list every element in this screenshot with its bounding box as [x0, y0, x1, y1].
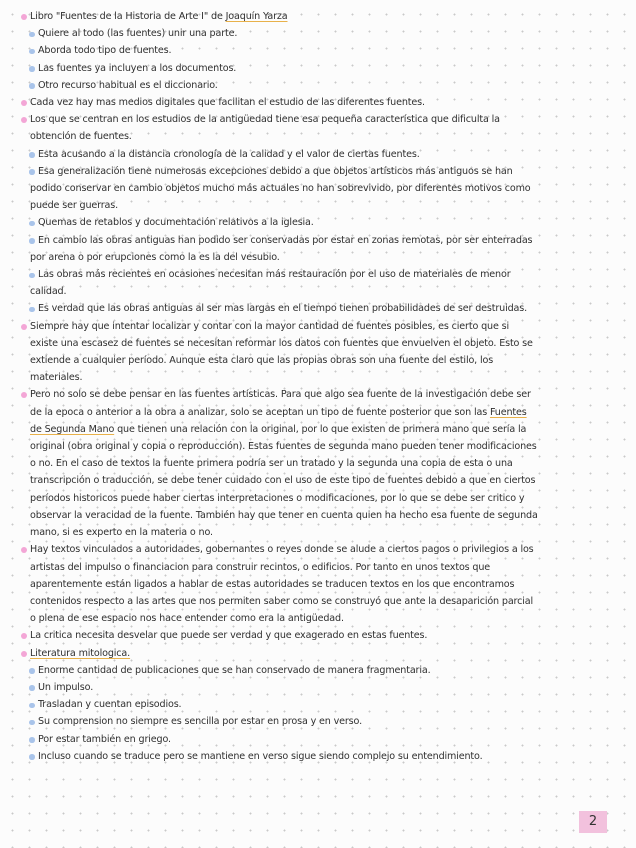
continuation-line: períodos historicos puede haber ciertas interpretaciones o modificaciones, por lo que se debe ser critico y [30, 492, 525, 504]
bullet-line: Pero no solo se debe pensar en las fuentes artísticas. Para que algo sea fuente de la investigación debe ser [0, 386, 636, 403]
continuation-line: materiales. [30, 372, 83, 384]
continuation-line: o plena de ese espacio nos hace entender como era la antigüedad. [30, 613, 344, 625]
blue-bullet-icon [29, 668, 35, 674]
continuation-line: obtención de fuentes. [30, 131, 132, 143]
blue-bullet-icon [29, 273, 35, 279]
highlighted-term: de Segunda Mano [30, 423, 115, 435]
continuation-line: de la epoca o anterior a la obra a analizar, solo se aceptan un tipo de fuente posterior que son las Fuentes [30, 406, 527, 418]
bullet-line: Cada vez hay mas medios digitales que facilitan el estudio de las diferentes fuentes. [0, 94, 636, 111]
notes-page [0, 8, 636, 765]
pink-bullet-icon [21, 547, 27, 553]
continuation-line: calidad. [30, 286, 67, 298]
sub-bullet-line: Es verdad que las obras antiguas al ser mas largas en el tiempo tienen probabilidades de ser destruidas. [0, 300, 636, 317]
pink-bullet-icon [21, 633, 27, 639]
blue-bullet-icon [29, 754, 35, 760]
continuation-line: transcripción o traducción, se debe tener cuidado con el uso de este tipo de fuentes debido a que en ciertos [30, 475, 536, 487]
pink-bullet-icon [21, 117, 27, 123]
continuation-line: extiende a cualquier período. Aunque esta claro que las propias obras son una fuente del estilo, los [30, 355, 494, 367]
blue-bullet-icon [29, 152, 35, 158]
sub-bullet-line: Su comprension no siempre es sencilla por estar en prosa y en verso. [0, 713, 636, 730]
bullet-line: Siempre hay que intentar localizar y contar con la mayor cantidad de fuentes posibles, es cierto que si [0, 318, 636, 335]
bullet-line: Los que se centran en los estudios de la antigüedad tiene esa pequeña característica que dificulta la [0, 111, 636, 128]
sub-bullet-line: Enorme cantidad de publicaciones que se han conservado de manera fragmentaria. [0, 662, 636, 679]
continuation-line: de Segunda Mano que tienen una relación con la original, por lo que existen de primera mano que sería la [30, 423, 527, 435]
blue-bullet-icon [29, 238, 35, 244]
continuation-line: podido conservar en cambio objetos mucho más actuales no han sobrevivido, por diferentes motivos como [30, 183, 531, 195]
sub-bullet-line: Esta acusando a la distancia cronología de la calidad y el valor de ciertas fuentes. [0, 146, 636, 163]
blue-bullet-icon [29, 32, 35, 38]
sub-bullet-line: Quiere al todo (las fuentes) unir una parte. [0, 25, 636, 42]
sub-bullet-line: Por estar también en griego. [0, 731, 636, 748]
author-name: Joaquín Yarza [225, 11, 288, 22]
blue-bullet-icon [29, 737, 35, 743]
highlighted-term: Fuentes [489, 406, 527, 418]
sub-bullet-line: Un impulso. [0, 679, 636, 696]
sub-bullet-line: Trasladan y cuentan episodios. [0, 696, 636, 713]
continuation-line: observar la veracidad de la fuente. También hay que tener en cuenta quien ha hecho esa fuente de segunda [30, 509, 538, 521]
continuation-line: artistas del impulso o financiacion para construir recintos, o edificios. Por tanto en unos textos que [30, 561, 491, 573]
sub-bullet-line: Aborda todo tipo de fuentes. [0, 42, 636, 59]
continuation-line: existe una escasez de fuentes se necesitan reformar los datos con fuentes que envuelven el objeto. Esto se [30, 337, 533, 349]
sub-bullet-line: Otro recurso habitual es el diccionario. [0, 77, 636, 94]
continuation-line: por arena o por erupciones como la es la del vesubio. [30, 251, 280, 263]
sub-bullet-line: Esa generalización tiene numerosas excepciones debido a que objetos artísticos más antiguos se han [0, 163, 636, 180]
pink-bullet-icon [21, 651, 27, 657]
sub-bullet-line: Quemas de retablos y documentación relativos a la iglesia. [0, 214, 636, 231]
continuation-line: o no. En el caso de textos la fuente primera podría ser un tratado y la segunda una copia de esta o una [30, 458, 513, 470]
blue-bullet-icon [29, 66, 35, 72]
blue-bullet-icon [29, 221, 35, 227]
sub-bullet-line: En cambio las obras antiguas han podido ser conservadas por estar en zonas remotas, por ser enterradas [0, 232, 636, 249]
pink-bullet-icon [21, 14, 27, 20]
pink-bullet-icon [21, 392, 27, 398]
blue-bullet-icon [29, 685, 35, 691]
continuation-line: contenidos respecto a las artes que nos permiten saber como se construyó que ante la desaparición parcial [30, 595, 534, 607]
bullet-line: Libro "Fuentes de la Historia de Arte I" de Joaquín Yarza [0, 8, 636, 25]
sub-bullet-line: Las obras más recientes en ocasiones necesitan más restauración por el uso de materiales de menor [0, 266, 636, 283]
blue-bullet-icon [29, 720, 35, 726]
blue-bullet-icon [29, 703, 35, 709]
continuation-line: aparentemente están ligados a hablar de estas autoridades se traducen textos en los que encontramos [30, 578, 515, 590]
section-heading: Literatura mitologica. [30, 647, 131, 659]
blue-bullet-icon [29, 83, 35, 89]
continuation-line: puede ser guerras. [30, 200, 119, 212]
sub-bullet-line: Incluso cuando se traduce pero se mantiene en verso sigue siendo complejo su entendimiento. [0, 748, 636, 765]
sub-bullet-line: Las fuentes ya incluyen a los documentos. [0, 60, 636, 77]
bullet-line: La critica necesita desvelar que puede ser verdad y que exagerado en estas fuentes. [0, 627, 636, 644]
blue-bullet-icon [29, 307, 35, 313]
continuation-line: original (obra original y copia o reproducción). Estas fuentes de segunda mano pueden tener modificaciones [30, 441, 537, 453]
blue-bullet-icon [29, 169, 35, 175]
pink-bullet-icon [21, 324, 27, 330]
blue-bullet-icon [29, 49, 35, 55]
continuation-line: mano, si es experto en la materia o no. [30, 527, 213, 539]
bullet-line: Hay textos vinculados a autoridades, gobernantes o reyes donde se alude a ciertos pagos o privilegios a los [0, 541, 636, 558]
bullet-line [0, 645, 636, 662]
pink-bullet-icon [21, 100, 27, 106]
page-number-badge: 2 [579, 811, 607, 833]
